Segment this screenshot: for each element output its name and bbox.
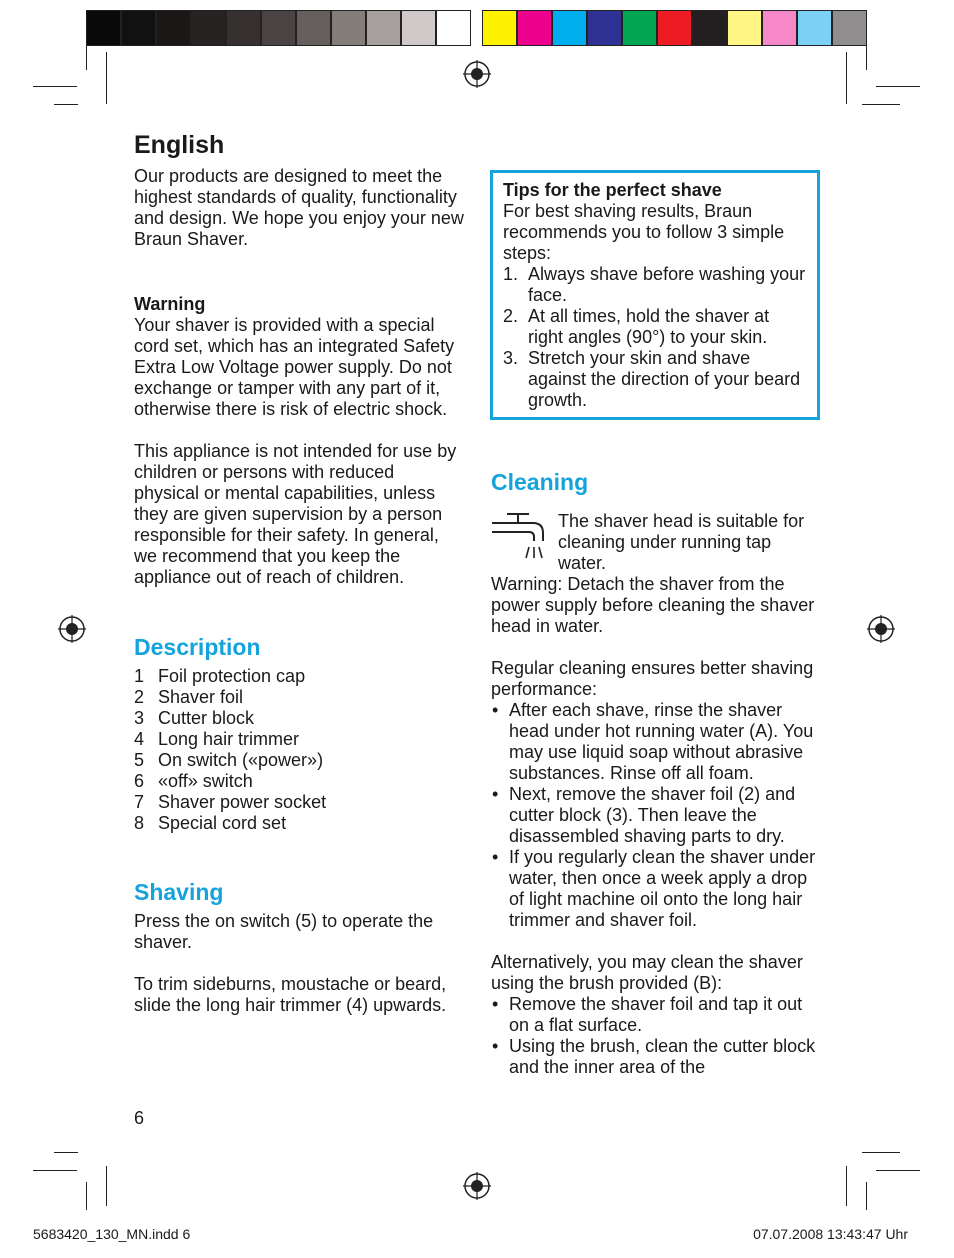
regular-intro: Regular cleaning ensures better shaving performance:	[491, 658, 814, 699]
color-swatch	[727, 10, 762, 46]
tap-instruction	[491, 511, 823, 574]
list-item: • Using the brush, clean the cutter block and the inner area of the	[492, 1036, 816, 1077]
intro-paragraph: Our products are designed to meet the highest standards of quality, functionality and design. We hope you enjoy your new Braun Shaver.	[134, 166, 464, 249]
color-swatch	[261, 10, 296, 46]
registration-mark-icon	[463, 1172, 491, 1200]
color-swatch	[226, 10, 261, 46]
tap-water-icon	[491, 511, 547, 561]
page-number: 6	[134, 1108, 145, 1128]
grayscale-color-bar	[86, 10, 471, 46]
color-swatch	[156, 10, 191, 46]
alt-intro: Alternatively, you may clean the shaver using the brush provided (B):	[491, 952, 803, 993]
color-swatch	[552, 10, 587, 46]
color-swatch	[657, 10, 692, 46]
registration-mark-icon	[58, 615, 86, 643]
description-list	[134, 666, 464, 834]
crop-mark	[846, 52, 847, 104]
tips-list	[503, 264, 807, 411]
crop-mark	[33, 1170, 77, 1171]
color-swatch	[797, 10, 832, 46]
color-swatch	[121, 10, 156, 46]
warning-paragraph: Your shaver is provided with a special cord set, which has an integrated Safety Extra Low Voltage power supply. Do not exchange or tamper with any part of it, otherwise there is risk of electric shock.	[134, 315, 455, 419]
crop-mark	[876, 1170, 920, 1171]
list-item: 1 Foil protection cap	[134, 666, 306, 686]
tips-heading: Tips for the perfect shave	[503, 180, 722, 200]
color-swatch	[832, 10, 867, 46]
color-swatch	[191, 10, 226, 46]
color-swatch	[482, 10, 517, 46]
file-slug: 5683420_130_MN.indd 6	[33, 1226, 191, 1242]
color-swatch	[517, 10, 552, 46]
color-swatch	[366, 10, 401, 46]
crop-mark	[86, 1182, 87, 1210]
cleaning-warning: Warning: Detach the shaver from the power supply before cleaning the shaver head in water.	[491, 574, 815, 636]
cleaning-heading: Cleaning	[491, 469, 589, 495]
list-item: 5 On switch («power»)	[134, 750, 324, 770]
list-item: • If you regularly clean the shaver under water, then once a week apply a drop of light machine oil onto the long hair trimmer and shaver foil.	[492, 847, 816, 930]
color-swatch	[692, 10, 727, 46]
left-column	[134, 130, 464, 1016]
crop-mark	[846, 1166, 847, 1206]
list-item: • Remove the shaver foil and tap it out on a flat surface.	[492, 994, 803, 1035]
brush-cleaning-list	[491, 994, 823, 1078]
page-title: English	[134, 131, 225, 159]
crop-mark	[54, 1152, 78, 1153]
description-heading: Description	[134, 634, 261, 660]
right-column	[491, 468, 823, 1078]
process-color-bar	[482, 10, 867, 46]
warning-heading: Warning	[134, 294, 206, 314]
color-swatch	[331, 10, 366, 46]
tips-box	[490, 170, 820, 420]
list-item: 6 «off» switch	[134, 771, 253, 791]
list-item: 7 Shaver power socket	[134, 792, 327, 812]
shaving-heading: Shaving	[134, 879, 224, 905]
crop-mark	[862, 104, 900, 105]
crop-mark	[86, 30, 87, 70]
list-item: 2. At all times, hold the shaver at right angles (90°) to your skin.	[503, 306, 770, 347]
list-item: 1. Always shave before washing your face.	[503, 264, 806, 305]
crop-mark	[106, 1166, 107, 1206]
tap-text: The shaver head is suitable for cleaning under running tap water.	[558, 511, 805, 573]
shaving-paragraph: To trim sideburns, moustache or beard, slide the long hair trimmer (4) upwards.	[134, 974, 447, 1015]
crop-mark	[866, 1182, 867, 1210]
crop-mark	[862, 1152, 900, 1153]
color-swatch	[401, 10, 436, 46]
timestamp-slug: 07.07.2008 13:43:47 Uhr	[753, 1226, 908, 1242]
color-swatch	[762, 10, 797, 46]
crop-mark	[876, 86, 920, 87]
registration-mark-icon	[463, 60, 491, 88]
list-item: • Next, remove the shaver foil (2) and cutter block (3). Then leave the disassembled shaving parts to dry.	[492, 784, 796, 846]
list-item: 2 Shaver foil	[134, 687, 244, 707]
color-swatch	[296, 10, 331, 46]
list-item: 8 Special cord set	[134, 813, 287, 833]
list-item: • After each shave, rinse the shaver head under hot running water (A). You may use liquid soap without abrasive substances. Rinse off all foam.	[492, 700, 814, 783]
color-swatch	[587, 10, 622, 46]
crop-mark	[106, 52, 107, 104]
regular-cleaning-list	[491, 700, 823, 931]
children-paragraph: This appliance is not intended for use by children or persons with reduced physical or mental capabilities, unless they are given supervision by a person responsible for their safety. In general, we recommend that you keep the appliance out of reach of children.	[134, 441, 457, 587]
color-swatch	[622, 10, 657, 46]
tips-intro: For best shaving results, Braun recommends you to follow 3 simple steps:	[503, 201, 785, 263]
shaving-paragraph: Press the on switch (5) to operate the shaver.	[134, 911, 434, 952]
color-swatch	[436, 10, 471, 46]
list-item: 4 Long hair trimmer	[134, 729, 300, 749]
list-item: 3 Cutter block	[134, 708, 255, 728]
list-item: 3. Stretch your skin and shave against the direction of your beard growth.	[503, 348, 801, 410]
color-swatch	[86, 10, 121, 46]
registration-mark-icon	[867, 615, 895, 643]
crop-mark	[33, 86, 77, 87]
crop-mark	[866, 30, 867, 70]
crop-mark	[54, 104, 78, 105]
